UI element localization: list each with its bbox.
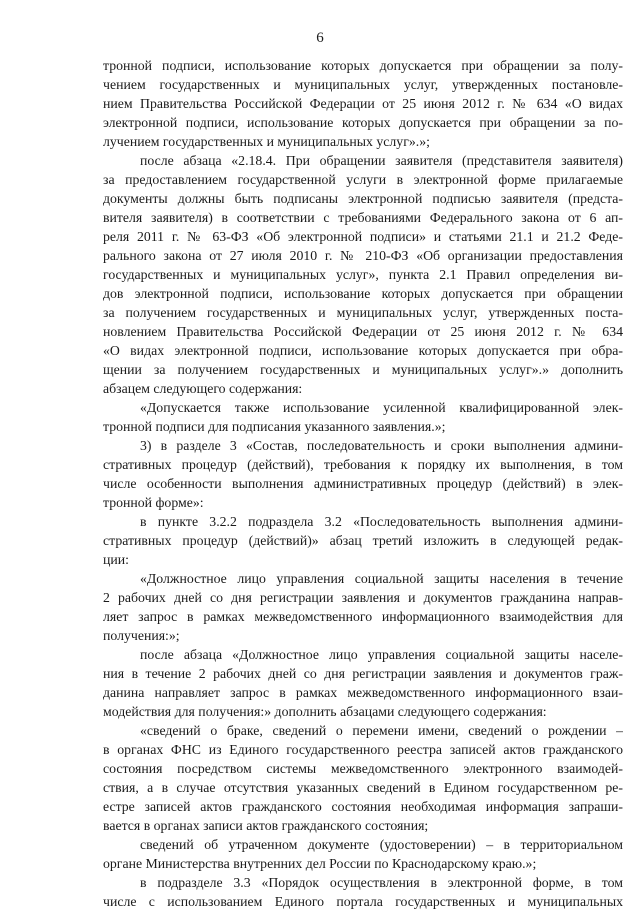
- text-line: получения:»;: [103, 628, 180, 643]
- text-line: естре записей актов гражданского состояния необходимая информация запраши-: [103, 799, 623, 814]
- text-line: реля 2011 г. № 63-ФЗ «Об электронной подписи» и статьями 21.1 и 21.2 Феде-: [103, 229, 623, 244]
- paragraph-first-line: «Допускается также использование усиленной квалифицированной элек-: [140, 400, 623, 415]
- text-line: дов электронной подписи, использование которых допускается при обращении: [103, 286, 623, 301]
- paragraph-first-line: в пункте 3.2.2 подраздела 3.2 «Последовательность выполнения админи-: [140, 514, 623, 529]
- text-line: числе особенности выполнения административных процедур (действий) в элек-: [103, 476, 623, 491]
- text-line: числе с использованием Единого портала государственных и муниципальных: [103, 894, 623, 909]
- text-line: тронной подписи для подписания указанного заявления.»;: [103, 419, 446, 434]
- text-line: данина направляет запрос в рамках межведомственного информационного взаи-: [103, 685, 623, 700]
- text-line: состояния посредством системы межведомственного электронного взаимодей-: [103, 761, 623, 776]
- text-line: абзацем следующего содержания:: [103, 381, 303, 396]
- text-line: документы должны быть подписаны электронной подписью заявителя (предста-: [103, 191, 623, 206]
- text-line: чением государственных и муниципальных услуг, утвержденных постановле-: [103, 77, 623, 92]
- text-line: рального закона от 27 июля 2010 г. № 210-ФЗ «Об организации предоставления: [103, 248, 623, 263]
- paragraph-first-line: 3) в разделе 3 «Состав, последовательность и сроки выполнения админи-: [140, 438, 623, 453]
- text-line: стративных процедур (действий), требования к порядку их выполнения, в том: [103, 457, 623, 472]
- paragraph-first-line: после абзаца «Должностное лицо управления социальной защиты населе-: [140, 647, 623, 662]
- text-line: тронной форме»:: [103, 495, 204, 510]
- document-body: [103, 56, 623, 911]
- text-line: «О видах электронной подписи, использование которых допускается при обра-: [103, 343, 623, 358]
- text-line: ции:: [103, 552, 129, 567]
- text-line: нием Правительства Российской Федерации от 25 июня 2012 г. № 634 «О видах: [103, 96, 623, 111]
- paragraph-first-line: «Должностное лицо управления социальной защиты населения в течение: [140, 571, 623, 586]
- text-line: органе Министерства внутренних дел России по Краснодарскому краю.»;: [103, 856, 537, 871]
- text-line: модействия для получения:» дополнить абзацами следующего содержания:: [103, 704, 547, 719]
- text-line: за получением государственных и муниципальных услуг, утвержденных поста-: [103, 305, 623, 320]
- text-line: новлением Правительства Российской Федерации от 25 июня 2012 г. № 634: [103, 324, 623, 339]
- paragraph-first-line: «сведений о браке, сведений о перемени имени, сведений о рождении –: [140, 723, 623, 738]
- text-line: государственных и муниципальных услуг», пункта 2.1 Правил определения ви-: [103, 267, 623, 282]
- text-line: электронной подписи, использование которых допускается при обращении за по-: [103, 115, 623, 130]
- paragraph-first-line: в подразделе 3.3 «Порядок осуществления в электронной форме, в том: [140, 875, 623, 890]
- page-number: 6: [316, 30, 324, 46]
- text-line: стративных процедур (действий)» абзац третий изложить в следующей редак-: [103, 533, 623, 548]
- text-line: за предоставлением государственной услуги в электронной форме прилагаемые: [103, 172, 623, 187]
- text-line: ния в течение 2 рабочих дней со дня регистрации заявления и документов граж-: [103, 666, 623, 681]
- text-line: в органах ФНС из Единого государственного реестра записей актов гражданского: [103, 742, 623, 757]
- text-line: щении за получением государственных и муниципальных услуг».» дополнить: [103, 362, 623, 377]
- paragraph-first-line: после абзаца «2.18.4. При обращении заявителя (представителя заявителя): [140, 153, 623, 168]
- text-line: ствия, а в случае отсутствия указанных сведений в Едином государственном ре-: [103, 780, 623, 795]
- text-line: вителя заявителя) в соответствии с требованиями Федерального закона от 6 ап-: [103, 210, 623, 225]
- text-line: вается в органах записи актов гражданского состояния;: [103, 818, 429, 833]
- text-line: 2 рабочих дней со дня регистрации заявления и документов гражданина направ-: [103, 590, 623, 605]
- text-line: лучением государственных и муниципальных услуг».»;: [103, 134, 430, 149]
- text-line: ляет запрос в рамках межведомственного информационного взаимодействия для: [103, 609, 623, 624]
- paragraph-first-line: сведений об утраченном документе (удостоверении) – в территориальном: [140, 837, 623, 852]
- text-line: тронной подписи, использование которых допускается при обращении за полу-: [103, 58, 623, 73]
